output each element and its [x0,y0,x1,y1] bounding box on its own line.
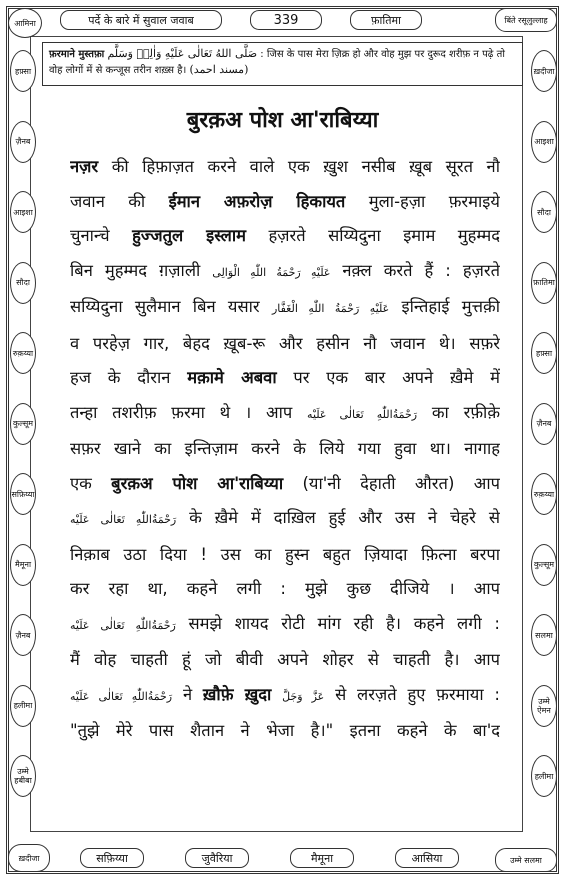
notice-text: जिस के पास मेरा ज़िक्र हो और वोह मुझ पर दुरूद शरीफ़ न पढ़े तो वोह लोगों में से कन्जूस तरीन शख़्स है। [49,49,505,76]
side-medallion: हलीमा [10,685,36,727]
corner-medallion-bottom-left: ख़दीजा [8,844,50,872]
text-line: तन्हा तशरीफ़ फ़रमा थे । आप رَحْمَةُاللّٰهِ تَعَالٰى عَلَيْه का रफ़ीक़े [70,402,500,422]
footer-tab-1: सफ़िय्या [80,848,144,868]
side-medallion: ज़ैनब [531,403,557,445]
side-medallion: फ़ातिमा [531,262,557,304]
text-line: सफ़र खाने का इन्तिज़ाम करने के लिये गया हुवा था। नागाह [70,439,500,458]
text-line: कर रहा था, कहने लगी : मुझे कुछ दीजिये । आप [70,579,500,598]
side-medallion: सौदा [10,262,36,304]
side-medallion: कुल्सूम [531,544,557,586]
page-title: बुरक़अ पोश आ'राबिय्या [186,108,379,133]
side-medallion: सफ़िय्या [10,473,36,515]
page-number: 339 [250,10,322,30]
text-line: चुनान्चे हुज्जतुल इस्लाम हज़रते सय्यिदुना इमाम मुहम्मद [70,226,500,245]
text-line: رَحْمَةُاللّٰهِ تَعَالٰى عَلَيْه समझे शायद रोटी मांग रही है। कहने लगी : [70,613,500,633]
side-medallion: उम्मे हबीबा [10,755,36,797]
side-medallion: मैमूना [10,544,36,586]
text-line: "तुझे मेरे पास शैतान ने भेजा है।" इतना कहने के बा'द [70,721,500,740]
side-medallion: कुल्सूम [10,403,36,445]
side-medallion: उम्मे ऐमन [531,685,557,727]
side-medallion: हफ़्सा [10,50,36,92]
footer-bar [50,848,515,870]
text-line: बिन मुहम्मद ग़ज़ाली عَلَیْهِ رَحْمَةُ اللّٰهِ الْوَالِی नक़्ल करते हैं : हज़रते [70,260,500,280]
footer-tab-3: मैमूना [290,848,354,868]
header-name-tab: फ़ातिमा [350,10,422,30]
text-line: رَحْمَةُاللّٰهِ تَعَالٰى عَلَيْه के ख़ैमे में दाख़िल हुई और उस ने चेहरे से [70,508,500,527]
hadith-notice-box: फ़रमाने मुस्तफ़ा صَلَّى اللهُ تَعَالٰی عَلَيْهِ وَاٰلِهٖ وَسَلَّم : जिस के पास मेरा ज़िक्र हो और वोह मुझ पर दुरूद शरीफ़ न पढ़े तो वोह लोगों में से कन्जूस तरीन शख़्स है। (مسند احمد) [42,42,523,86]
text-line: एक बुरक़अ पोश आ'राबिय्या (या'नी देहाती औरत) आप [70,473,500,493]
text-line: رَحْمَةُاللّٰهِ تَعَالٰى عَلَيْه ने ख़ौफ़े ख़ुदा عَزَّ وَجَلَّ से लरज़ते हुए फ़रमाया : [70,684,500,704]
text-line: नज़र की हिफ़ाज़त करने वाले एक ख़ुश नसीब ख़ूब सूरत नौ [70,157,500,176]
side-medallion: रुक़य्या [531,473,557,515]
side-medallion: हलीमा [531,755,557,797]
chapter-title-tab: पर्दे के बारे में सुवाल जवाब [60,10,222,30]
text-line: मैं वोह चाहती हूं जो बीवी अपने शोहर से चाहती है। आप [70,650,500,669]
notice-salawat: صَلَّى اللهُ تَعَالٰی عَلَيْهِ وَاٰلِهٖ وَسَلَّم [107,47,258,60]
corner-medallion-top-left: आमिना [8,8,42,38]
side-medallion: आइशा [531,121,557,163]
text-line: हज के दौरान मक़ामे अबवा पर एक बार अपने ख़ैमे में [70,368,500,387]
side-medallion: ज़ैनब [10,614,36,656]
notice-source: (مسند احمد) [189,63,249,76]
corner-medallion-bottom-right: उम्मे सलमा [495,848,557,872]
header-bar [50,10,515,32]
text-line: जवान की ईमान अफ़रोज़ हिकायत मुला-हज़ा फ़रमाइये [70,191,500,211]
notice-label: फ़रमाने मुस्तफ़ा [49,49,105,60]
side-medallion: ज़ैनब [10,121,36,163]
text-line: निक़ाब उठा दिया ! उस का हुस्न बहुत ज़ियादा फ़ित्ना बरपा [70,544,500,564]
story-text [70,150,500,749]
text-line: सय्यिदुना सुलैमान बिन यसार عَلَیْهِ رَحْمَةُ اللّٰهِ الْغَفَّار इन्तिहाई मुत्तक़ी [70,297,500,316]
side-medallion: रुक़य्या [10,332,36,374]
side-medallion: आइशा [10,191,36,233]
corner-medallion-top-right: बिंते रसूलुल्लाह [495,8,557,32]
footer-tab-4: आसिया [395,848,459,868]
text-line: व परहेज़ गार, बेहद ख़ूब-रू और हसीन नौ जवान थे। सफ़रे [70,333,500,353]
side-medallion: सलमा [531,614,557,656]
right-ornament-column [529,40,557,836]
footer-tab-2: जुवैरिया [185,848,249,868]
side-medallion: ख़दीजा [531,50,557,92]
side-medallion: सौदा [531,191,557,233]
left-ornament-column [8,40,36,836]
side-medallion: हफ़्सा [531,332,557,374]
